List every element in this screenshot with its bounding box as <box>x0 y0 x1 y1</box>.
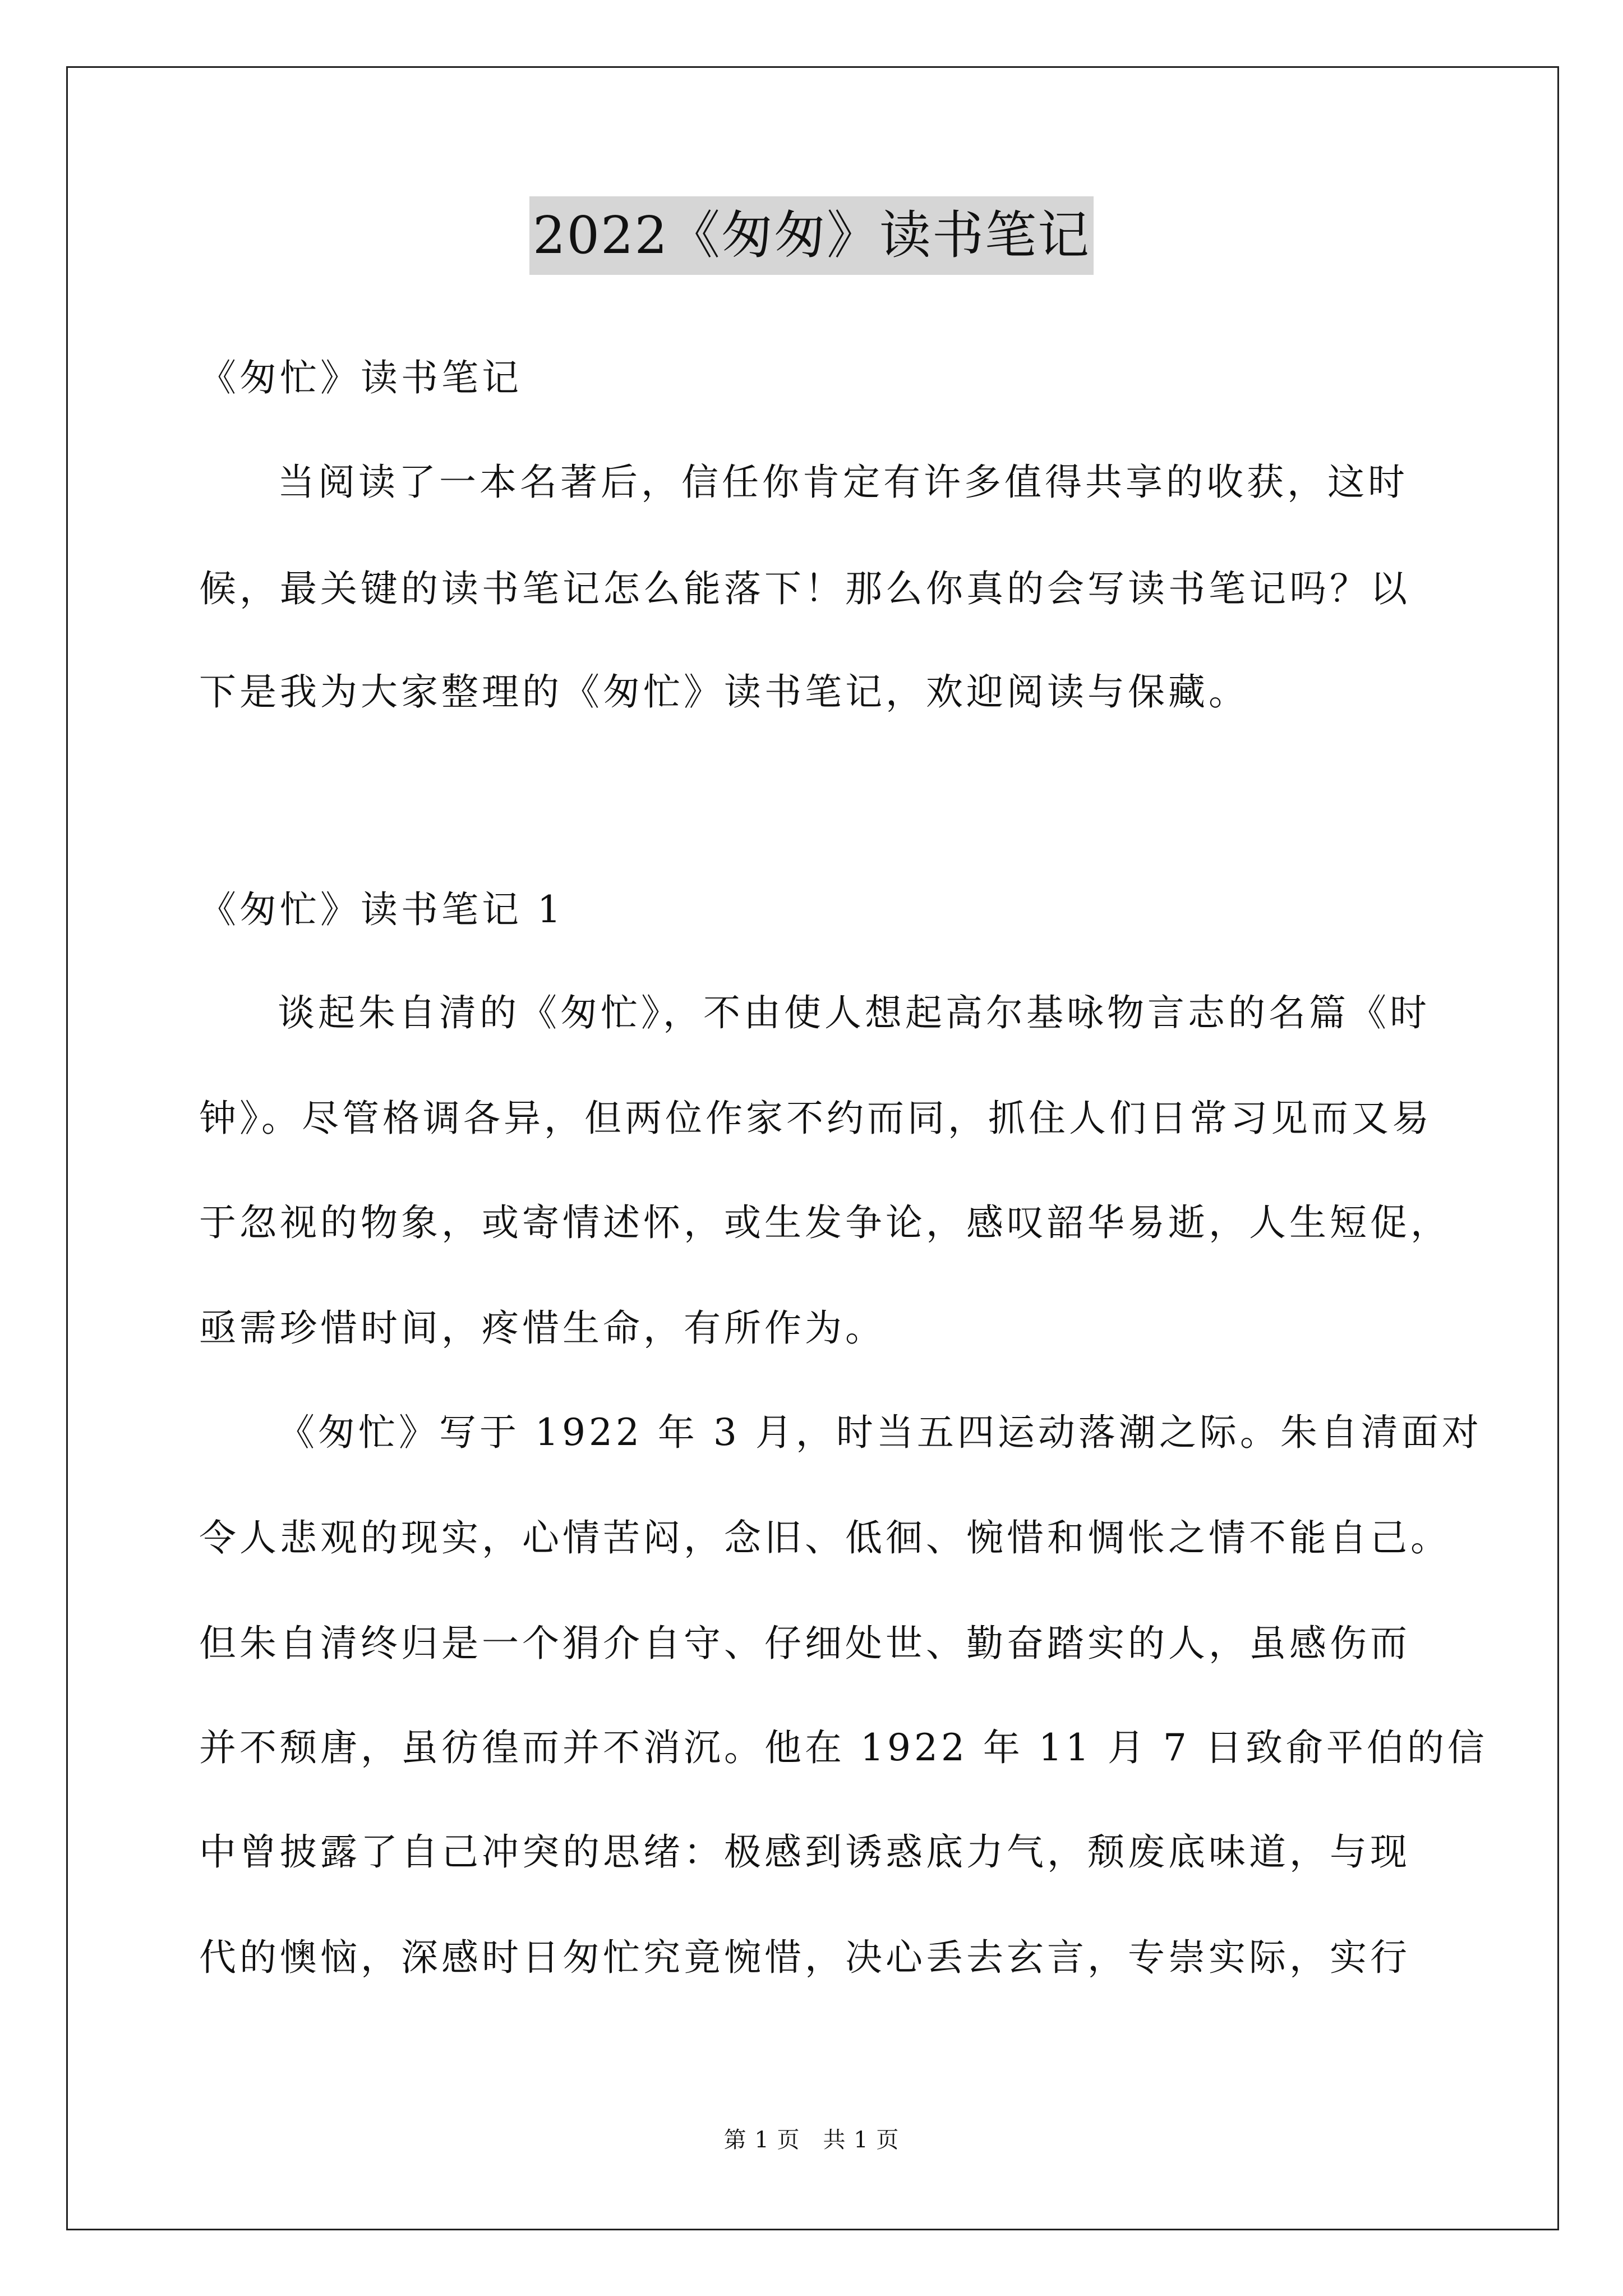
paragraph-line: 代的懊恼，深感时日匆忙究竟惋惜，决心丢去玄言，专崇实际，实行 <box>199 1936 1410 1979</box>
paragraph-line: 于忽视的物象，或寄情述怀，或生发争论，感叹韶华易逝，人生短促， <box>199 1201 1451 1244</box>
paragraph-line: 当阅读了一本名著后，信任你肯定有许多值得共享的收获，这时 <box>278 461 1408 504</box>
paragraph-line: 并不颓唐，虽彷徨而并不消沉。他在 1922 年 11 月 7 日致俞平伯的信 <box>199 1726 1488 1769</box>
paragraph-line: 《匆忙》写于 1922 年 3 月，时当五四运动落潮之际。朱自清面对 <box>278 1411 1482 1454</box>
paragraph-line: 令人悲观的现实，心情苦闷，念旧、低徊、惋惜和惆怅之情不能自己。 <box>199 1516 1451 1559</box>
section-heading: 《匆忙》读书笔记 1 <box>199 888 564 931</box>
paragraph-line: 下是我为大家整理的《匆忙》读书笔记，欢迎阅读与保藏。 <box>199 670 1249 714</box>
paragraph-line: 中曾披露了自己冲突的思绪：极感到诱惑底力气，颓废底味道，与现 <box>199 1830 1410 1874</box>
paragraph-line: 亟需珍惜时间，疼惜生命，有所作为。 <box>199 1306 886 1350</box>
section-heading: 《匆忙》读书笔记 <box>199 356 522 399</box>
document-title: 2022《匆匆》读书笔记 <box>529 196 1094 275</box>
paragraph-line: 钟》。尽管格调各异，但两位作家不约而同，抓住人们日常习见而又易 <box>199 1097 1432 1140</box>
page-footer: 第 1 页 共 1 页 <box>723 2127 900 2153</box>
title-container <box>0 196 1623 275</box>
paragraph-line: 但朱自清终归是一个狷介自守、仔细处世、勤奋踏实的人，虽感伤而 <box>199 1622 1410 1665</box>
paragraph-line: 候，最关键的读书笔记怎么能落下！那么你真的会写读书笔记吗？以 <box>199 567 1410 610</box>
paragraph-line: 谈起朱自清的《匆忙》，不由使人想起高尔基咏物言志的名篇《时 <box>278 991 1430 1034</box>
